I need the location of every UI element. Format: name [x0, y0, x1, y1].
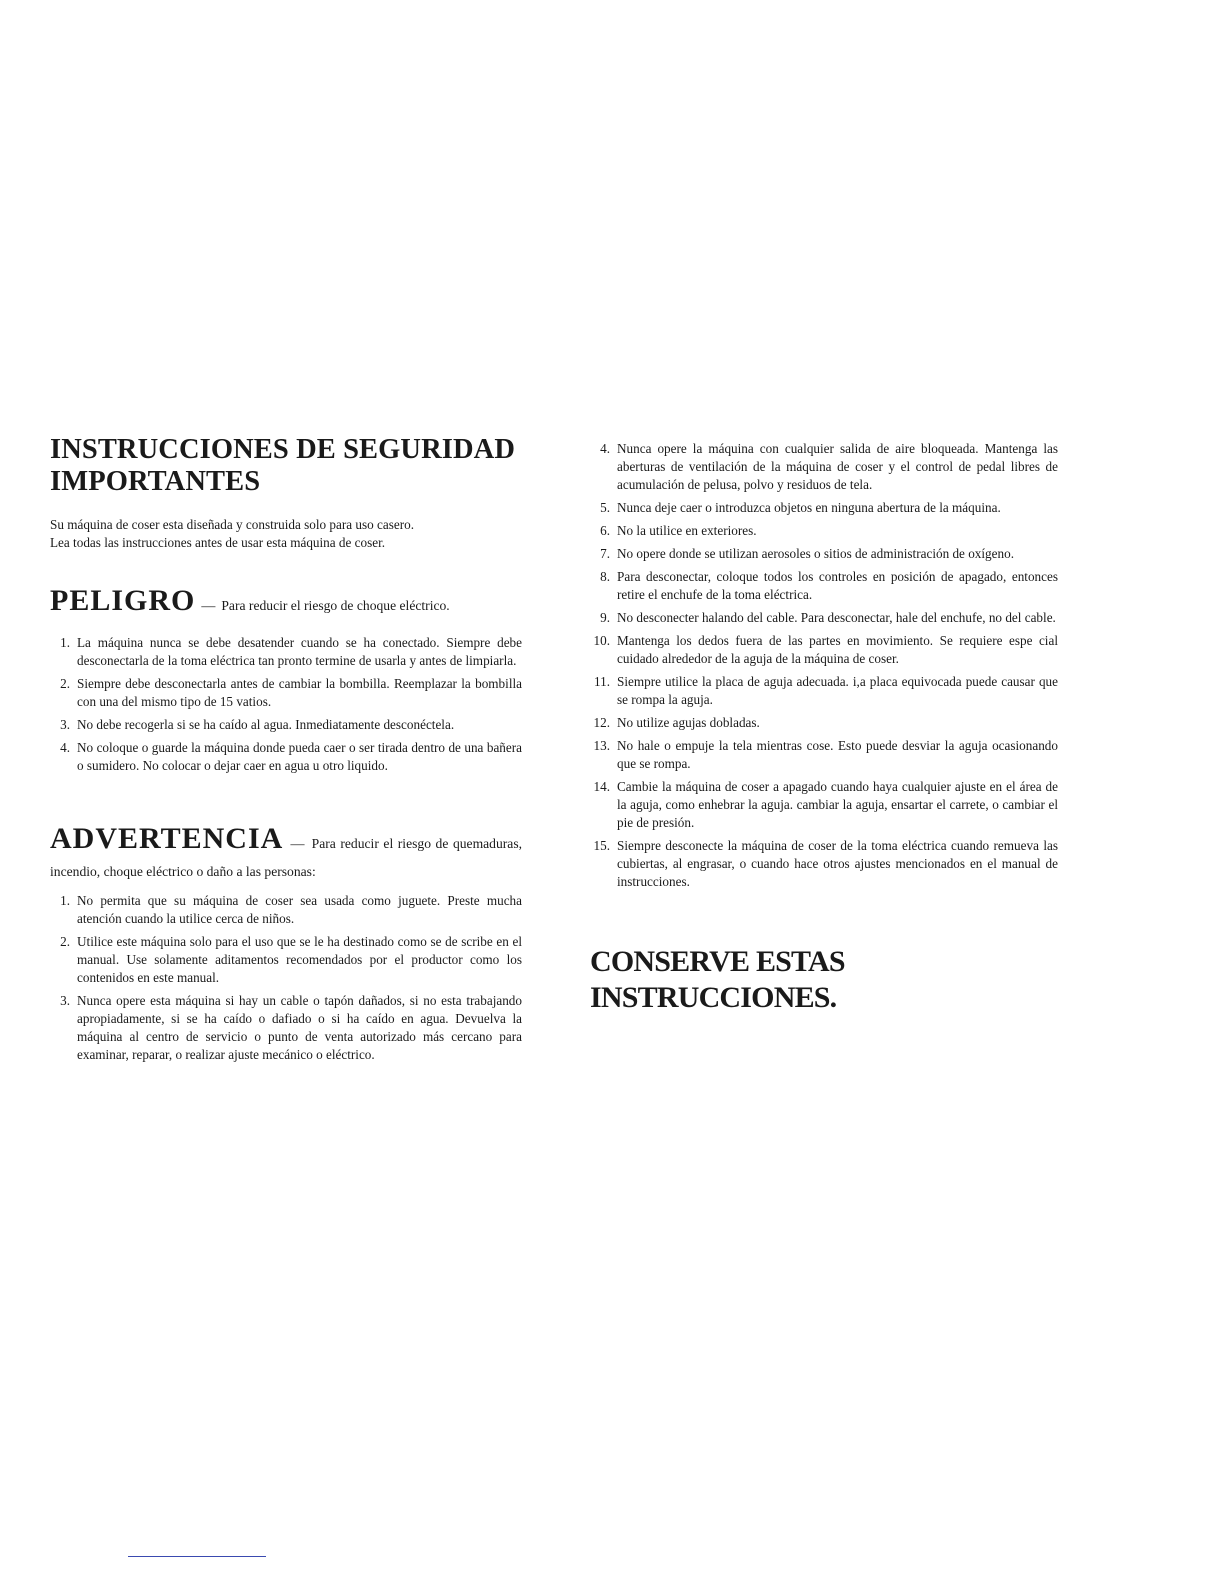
list-item — [590, 673, 1058, 709]
peligro-list — [50, 634, 522, 780]
list-item — [590, 837, 1058, 891]
footer-rule — [128, 1556, 266, 1557]
item-text: Cambie la máquina de coser a apagado cuando haya cualquier ajuste en el área de la aguja, como enhebrar la aguja. cambiar la aguja, ensartar el carrete, o cambiar el pie de presión. — [617, 779, 1058, 830]
item-text: No desconecter halando del cable. Para desconectar, hale del enchufe, no del cable. — [617, 610, 1056, 625]
item-text: Nunca opere la máquina con cualquier salida de aire bloqueada. Mantenga las aberturas de ventilación de la máquina de coser y el control de pedal libres de acumulación de pelusa, polvo y residuos de tela. — [617, 441, 1058, 492]
list-item — [590, 609, 1058, 627]
peligro-subtitle: Para reducir el riesgo de choque eléctrico. — [221, 598, 450, 613]
item-text: No hale o empuje la tela mientras cose. Esto puede desviar la aguja ocasionando que se rompa. — [617, 738, 1058, 771]
peligro-heading — [50, 582, 522, 626]
item-number: 6. — [600, 523, 610, 538]
list-item — [50, 716, 522, 734]
item-number: 4. — [60, 740, 70, 755]
item-text: No permita que su máquina de coser sea usada como juguete. Preste mucha atención cuando la utilice cerca de niños. — [77, 893, 522, 926]
list-item — [590, 499, 1058, 517]
closing-heading: CONSERVE ESTAS INSTRUCCIONES. — [590, 945, 845, 1014]
list-item — [50, 992, 522, 1064]
list-item — [590, 440, 1058, 494]
item-number: 1. — [60, 635, 70, 650]
list-item — [590, 632, 1058, 668]
item-text: Siempre debe desconectarla antes de cambiar la bombilla. Reemplazar la bombilla con una del mismo tipo de 15 vatios. — [77, 676, 522, 709]
item-number: 2. — [60, 676, 70, 691]
item-number: 11. — [594, 674, 610, 689]
list-item — [590, 714, 1058, 732]
item-number: 4. — [600, 441, 610, 456]
list-item — [50, 892, 522, 928]
item-number: 8. — [600, 569, 610, 584]
intro-line: Lea todas las instrucciones antes de usar esta máquina de coser. — [50, 535, 386, 550]
item-number: 5. — [600, 500, 610, 515]
continued-list — [590, 440, 1058, 896]
list-item — [50, 933, 522, 987]
heading-dash: — — [290, 837, 305, 852]
item-text: La máquina nunca se debe desatender cuando se ha conectado. Siempre debe desconectarla de la toma eléctrica tan pronto termine de usarla y antes de limpiarla. — [77, 635, 522, 668]
item-text: No coloque o guarde la máquina donde pueda caer o ser tirada dentro de una bañera o sumidero. No colocar o dejar caer en agua u otro liquido. — [77, 740, 522, 773]
advertencia-subtitle: Para reducir el riesgo de quemaduras, incendio, choque eléctrico o daño a las personas: — [50, 836, 523, 879]
item-number: 13. — [593, 738, 610, 753]
item-number: 3. — [60, 717, 70, 732]
heading-dash: — — [201, 599, 216, 614]
item-text: No debe recogerla si se ha caído al agua. Inmediatamente desconéctela. — [77, 717, 455, 732]
intro-line: Su máquina de coser esta diseñada y construida solo para uso casero. — [50, 517, 415, 532]
peligro-title: PELIGRO — [50, 584, 196, 617]
item-number: 10. — [593, 633, 610, 648]
item-text: Nunca opere esta máquina si hay un cable o tapón dañados, si no esta trabajando apropiadamente, si se ha caído o dafiado o si ha caído en agua. Devuelva la máquina al centro de servicio o punto de venta autorizado más cercano para examinar, reparar, o realizar ajuste mecánico o eléctrico. — [77, 993, 522, 1062]
advertencia-title: ADVERTENCIA — [50, 822, 284, 855]
item-text: No la utilice en exteriores. — [617, 523, 757, 538]
list-item — [590, 778, 1058, 832]
intro-paragraph — [50, 516, 522, 552]
advertencia-heading — [50, 820, 522, 883]
list-item — [50, 739, 522, 775]
item-text: Nunca deje caer o introduzca objetos en ninguna abertura de la máquina. — [617, 500, 1001, 515]
item-number: 14. — [593, 779, 610, 794]
list-item — [590, 737, 1058, 773]
item-text: Mantenga los dedos fuera de las partes en movimiento. Se requiere espe cial cuidado alrededor de la aguja de la máquina de coser. — [617, 633, 1058, 666]
advertencia-list — [50, 892, 522, 1069]
page-title: INSTRUCCIONES DE SEGURIDAD IMPORTANTES — [50, 434, 516, 497]
item-number: 2. — [60, 934, 70, 949]
item-text: Siempre utilice la placa de aguja adecuada. i,a placa equivocada puede causar que se rompa la aguja. — [617, 674, 1058, 707]
item-text: Para desconectar, coloque todos los controles en posición de apagado, entonces retire el enchufe de la toma eléctrica. — [617, 569, 1058, 602]
item-number: 3. — [60, 993, 70, 1008]
list-item — [590, 522, 1058, 540]
list-item — [590, 568, 1058, 604]
item-number: 15. — [593, 838, 610, 853]
item-text: No utilize agujas dobladas. — [617, 715, 760, 730]
item-number: 9. — [600, 610, 610, 625]
item-text: Siempre desconecte la máquina de coser de la toma eléctrica cuando remueva las cubiertas, al engrasar, o cuando hace otros ajustes mencionados en el manual de instrucciones. — [617, 838, 1058, 889]
item-number: 1. — [60, 893, 70, 908]
list-item — [50, 634, 522, 670]
list-item — [590, 545, 1058, 563]
item-number: 12. — [593, 715, 610, 730]
item-number: 7. — [600, 546, 610, 561]
list-item — [50, 675, 522, 711]
item-text: Utilice este máquina solo para el uso que se le ha destinado como se de scribe en el manual. Use solamente aditamentos recomendados por el productor como los contenidos en este manual. — [77, 934, 522, 985]
item-text: No opere donde se utilizan aerosoles o sitios de administración de oxígeno. — [617, 546, 1014, 561]
